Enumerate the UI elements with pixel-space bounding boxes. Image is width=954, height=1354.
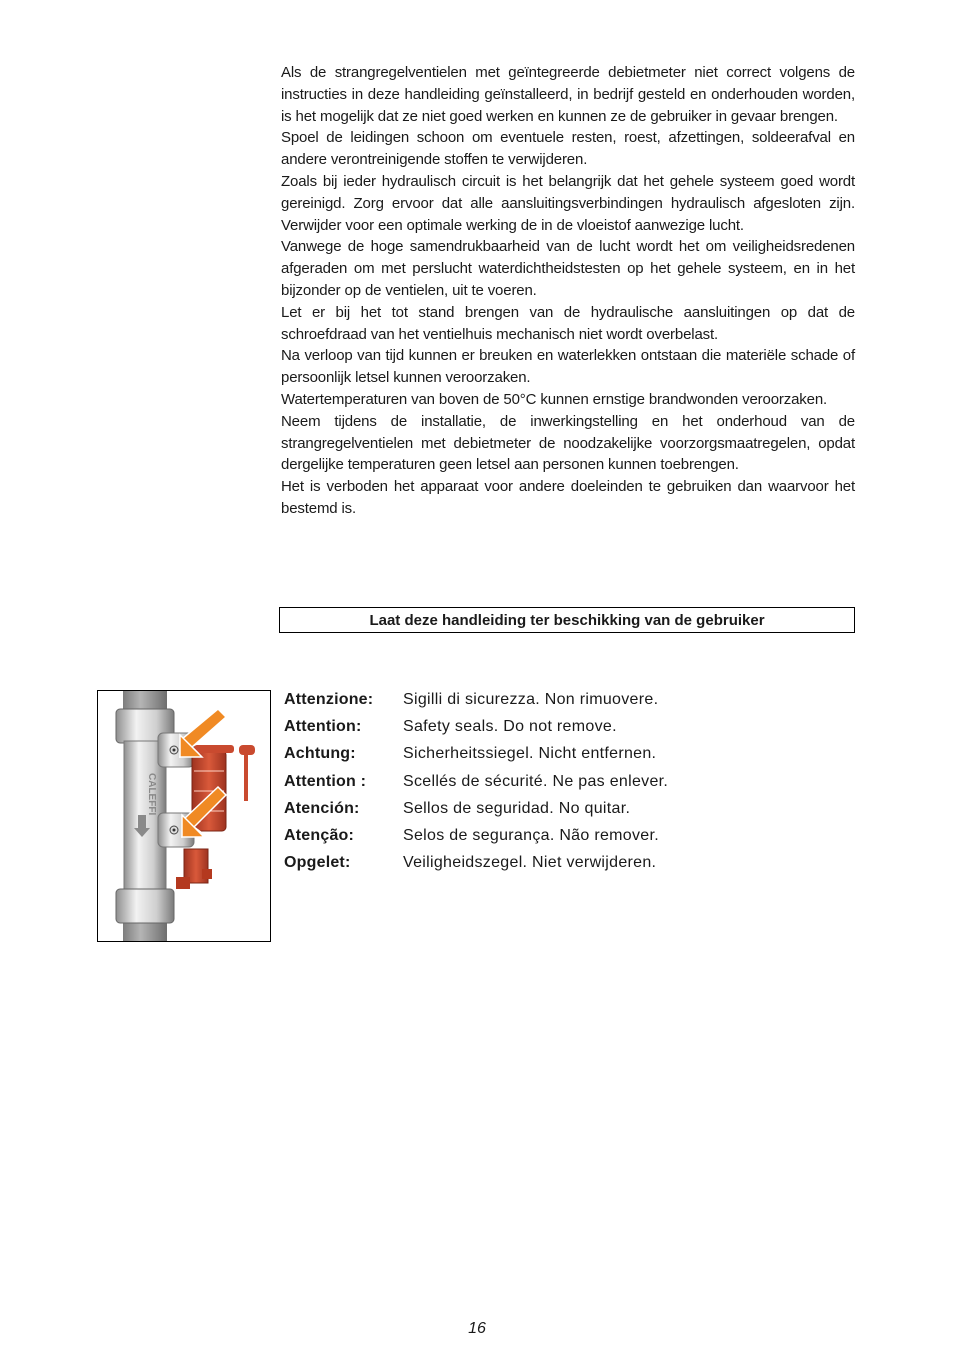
valve-handle xyxy=(194,745,234,753)
warning-label: Atención: xyxy=(284,799,360,817)
page-number: 16 xyxy=(468,1320,486,1337)
warning-text: Sigilli di sicurezza. Non rimuovere. xyxy=(403,690,659,708)
warnings-list xyxy=(284,686,844,877)
warning-label: Attenzione: xyxy=(284,690,374,708)
warning-row xyxy=(284,741,844,768)
bottom-nut xyxy=(116,889,174,923)
warning-text: Scellés de sécurité. Ne pas enlever. xyxy=(403,772,669,790)
paragraph: Na verloop van tijd kunnen er breuken en waterlekken ontstaan die materiële schade of persoonlijk letsel kunnen veroorzaken. xyxy=(281,347,855,387)
warning-label: Attention : xyxy=(284,772,367,790)
warning-row xyxy=(284,713,844,740)
notice-text: Laat deze handleiding ter beschikking van de gebruiker xyxy=(369,611,765,629)
warning-row xyxy=(284,850,844,877)
warning-row xyxy=(284,795,844,822)
paragraph: Vanwege de hoge samendrukbaarheid van de lucht wordt het om veiligheidsredenen afgeraden om met perslucht waterdichtheidstesten op het gehele systeem, en in het bijzonder op de ventielen, uit te voeren. xyxy=(281,238,855,299)
warning-row xyxy=(284,822,844,849)
warning-text: Sellos de seguridad. No quitar. xyxy=(403,799,631,817)
warning-row xyxy=(284,768,844,795)
warning-label: Attention: xyxy=(284,717,362,735)
brand-logo: CALEFFI xyxy=(146,773,157,816)
notice-box xyxy=(279,607,855,633)
paragraph: Zoals bij ieder hydraulisch circuit is het belangrijk dat het gehele systeem goed wordt gereinigd. Zorg ervoor dat alle aansluitingsverbindingen hydraulisch afgesloten zijn. Verwijder voor een optimale werking de in de vloeistof aanwezige lucht. xyxy=(281,172,855,234)
paragraph: Als de strangregelventielen met geïntegreerde debietmeter niet correct volgens de instructies in deze handleiding geïnstalleerd, in bedrijf gesteld en onderhouden worden, is het mogelijk dat ze niet goed werken en kunnen ze de gebruiker in gevaar brengen. xyxy=(281,64,855,125)
warning-label: Opgelet: xyxy=(284,854,351,872)
warning-row xyxy=(284,686,844,713)
paragraph: Watertemperaturen van boven de 50°C kunnen ernstige brandwonden veroorzaken. xyxy=(281,390,828,408)
paragraph: Spoel de leidingen schoon om eventuele resten, roest, afzettingen, soldeerafval en andere verontreinigende stoffen te verwijderen. xyxy=(281,129,855,169)
valve-figure xyxy=(97,690,271,942)
valve-illustration xyxy=(98,691,270,941)
warning-label: Atenção: xyxy=(284,827,355,845)
body-text xyxy=(281,62,855,520)
paragraph: Neem tijdens de installatie, de inwerkingstelling en het onderhoud van de strangregelventielen met debietmeter de noodzakelijke voorzorgsmaatregelen, opdat dergelijke temperaturen geen letsel aan personen kunnen toebrengen. xyxy=(281,412,855,474)
warning-text: Safety seals. Do not remove. xyxy=(403,717,617,735)
warning-text: Selos de segurança. Não remover. xyxy=(403,827,659,845)
paragraph: Het is verboden het apparaat voor andere doeleinden te gebruiken dan waarvoor het bestemd is. xyxy=(281,478,855,517)
warning-text: Veiligheidszegel. Niet verwijderen. xyxy=(403,854,657,872)
warning-label: Achtung: xyxy=(284,745,356,763)
warning-text: Sicherheitssiegel. Nicht entfernen. xyxy=(403,745,657,763)
paragraph: Let er bij het tot stand brengen van de hydraulische aansluitingen op dat de schroefdraad van het ventielhuis mechanisch niet wordt overbelast. xyxy=(281,303,855,343)
